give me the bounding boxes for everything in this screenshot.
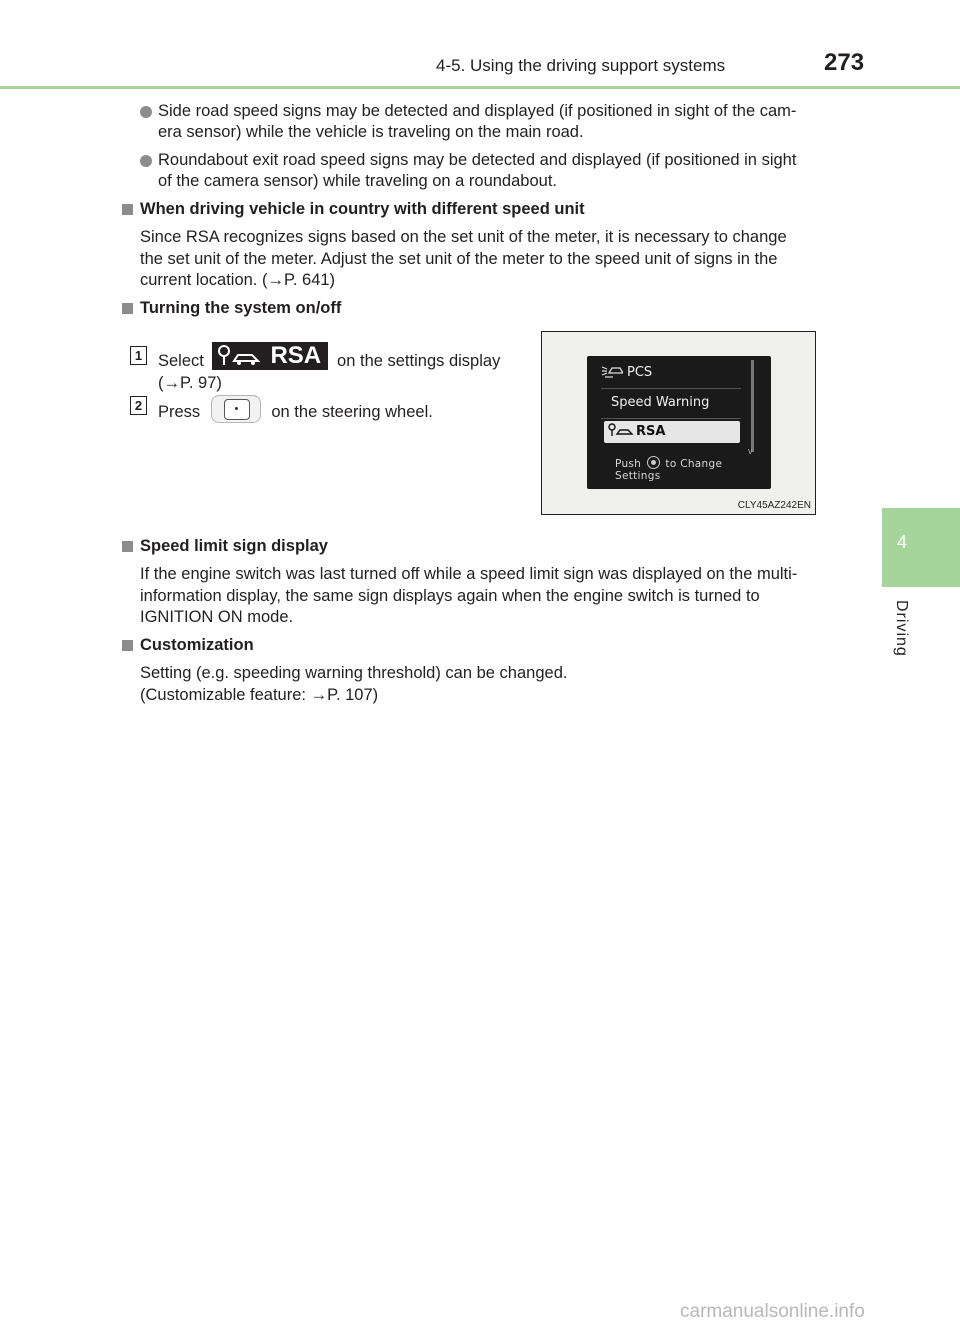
knob-icon [647,456,660,469]
figure-code: CLY45AZ242EN [737,500,811,511]
paragraph-line: (Customizable feature: →P. 107) [140,685,379,704]
page-number: 273 [824,49,865,76]
settings-display-figure [541,331,816,515]
to-change-text: to Change [665,458,723,470]
multi-information-display [587,356,771,489]
rsa-small-icon [608,423,634,437]
section-heading-text: Customization [140,636,254,654]
rsa-badge-label: RSA [270,342,322,369]
bullet-dot-icon [140,106,152,118]
menu-item-rsa-selected [604,421,740,443]
header-rule [0,86,960,89]
step-2-text-after: on the steering wheel. [271,403,433,421]
menu-item-speed-warning [601,390,751,416]
paragraph-line: Since RSA recognizes signs based on the set unit of the meter, it is necessary to change [140,228,787,246]
paragraph-line: If the engine switch was last turned off while a speed limit sign was displayed on the multi- [140,565,798,583]
chapter-number: 4 [896,532,907,552]
section-heading [122,635,254,656]
section-heading [122,536,328,557]
menu-item-label: Speed Warning [611,395,710,410]
chapter-label: Driving [893,600,910,657]
bullet-line: Side road speed signs may be detected and displayed (if positioned in sight of the cam- [158,102,797,120]
section-heading-text: When driving vehicle in country with different speed unit [140,200,585,218]
rsa-badge [212,342,328,370]
step-1-text-after: on the settings display [337,352,501,370]
bullet-line: of the camera sensor) while traveling on a roundabout. [158,172,557,190]
section-paragraph [140,564,834,629]
step-1-text-before: Select [158,352,204,370]
scrollbar [751,360,754,452]
menu-item-label: PCS [627,365,653,380]
steering-wheel-enter-button-icon [211,395,261,423]
section-square-icon [122,640,133,651]
footer-watermark: carmanualsonline.info [680,1301,865,1322]
paragraph-line: current location. (→P. 641) [140,271,336,289]
paragraph-line: the set unit of the meter. Adjust the set unit of the meter to the speed unit of signs in the [140,249,778,268]
menu-item-pcs [601,360,741,386]
menu-item-label: RSA [636,424,666,439]
section-heading [122,298,341,319]
paragraph-line: IGNITION ON mode. [140,608,294,626]
paragraph-line: Setting (e.g. speeding warning threshold) can be changed. [140,664,568,682]
section-square-icon [122,541,133,552]
bullet-item [140,101,858,143]
step-2-text-before: Press [158,403,201,421]
rsa-sign-car-icon [216,345,268,367]
section-paragraph [140,227,834,292]
bullet-dot-icon [140,155,152,167]
bullet-line: era sensor) while the vehicle is traveling on the main road. [158,123,584,141]
step-2-text [158,395,433,423]
header-title: 4-5. Using the driving support systems [436,56,726,75]
paragraph-line: information display, the same sign displays again when the engine switch is turned to [140,586,760,605]
bullet-line: Roundabout exit road speed signs may be detected and displayed (if positioned in sight [158,151,797,169]
section-square-icon [122,303,133,314]
chapter-tab [882,508,960,587]
step-1-line2: (→P. 97) [158,374,222,392]
section-heading-text: Turning the system on/off [140,299,342,317]
menu-divider [601,388,741,389]
section-square-icon [122,204,133,215]
step-number-1: 1 [130,346,147,365]
section-heading-text: Speed limit sign display [140,537,328,555]
push-instruction-line2: Settings [615,470,661,482]
push-instruction [615,456,722,470]
section-paragraph [140,663,834,706]
push-word: Push [615,458,642,470]
pcs-icon [601,363,623,379]
step-1-text [158,342,500,394]
menu-divider [601,418,741,419]
section-heading [122,199,585,220]
scroll-down-icon: v [748,446,753,456]
bullet-item [140,150,858,192]
step-number-2: 2 [130,396,147,415]
